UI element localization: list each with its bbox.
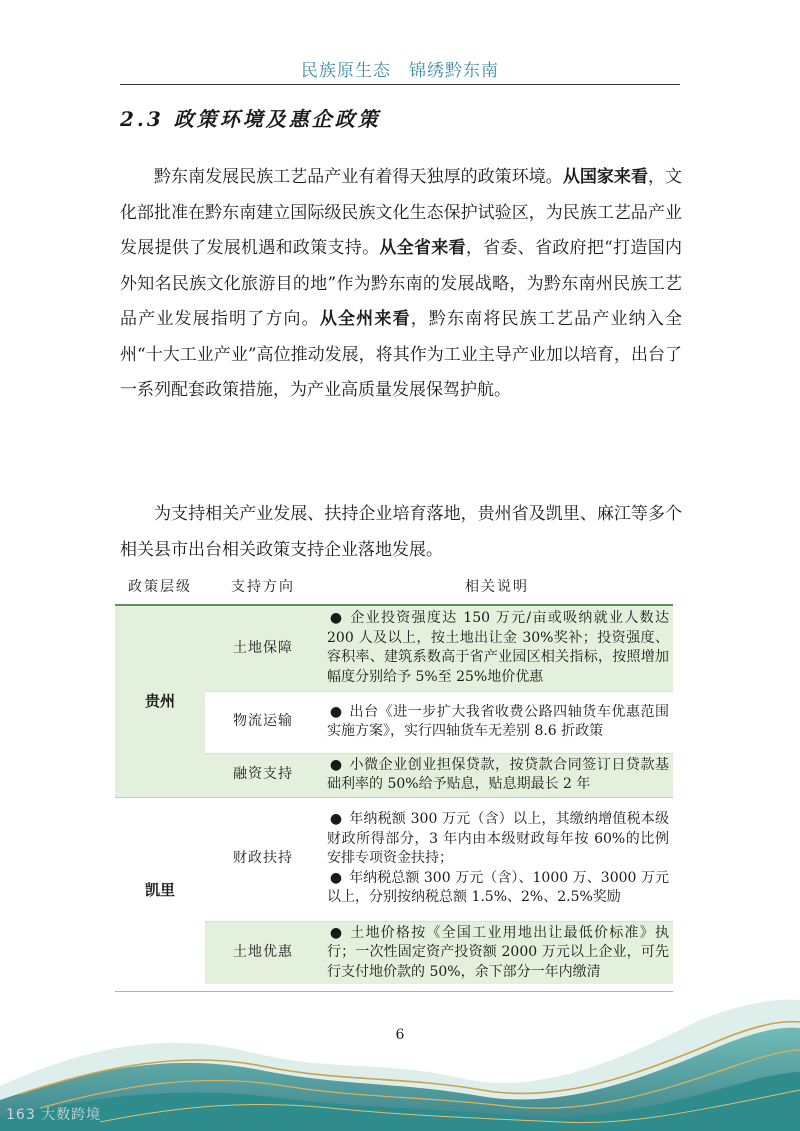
policy-table <box>115 571 673 984</box>
direction-land-discount: 土地优惠 <box>205 921 321 984</box>
list-item <box>327 609 669 687</box>
direction-fiscal-support: 财政扶持 <box>205 797 321 921</box>
list-item <box>327 869 669 908</box>
description-land-discount <box>321 921 673 984</box>
description-text: 小微企业创业担保贷款，按贷款合同签订日贷款基础利率的 50%给予贴息，贴息期最长 2 年 <box>327 756 669 792</box>
section-heading: 2.3 政策环境及惠企政策 <box>120 107 381 131</box>
p1-emphasis-national: 从国家来看 <box>562 167 648 187</box>
bullet-icon: ● <box>329 703 343 720</box>
description-text: 年纳税总额 300 万元（含）、1000 万、3000 万元以上，分别按纳税总额 1.5%、2%、2.5%奖励 <box>327 869 669 906</box>
paragraph-support-intro: 为支持相关产业发展、扶持企业培育落地，贵州省及凯里、麻江等多个相关县市出台相关政策支持企业落地发展。 <box>120 504 682 560</box>
description-text: 出台《进一步扩大我省收费公路四轴货车优惠范围实施方案》，实行四轴货车无差别 8.6 折政策 <box>327 703 669 739</box>
description-text: 年纳税额 300 万元（含）以上，其缴纳增值税本级财政所得部分，3 年内由本级财政每年按 60%的比例安排专项资金扶持； <box>327 811 669 867</box>
table-row <box>115 605 673 691</box>
list-item <box>327 924 669 983</box>
bullet-icon: ● <box>329 756 343 773</box>
watermark-text: 163 大数跨境 <box>6 1107 102 1123</box>
header-title: 民族原生态 锦绣黔东南 <box>301 61 499 81</box>
direction-financing: 融资支持 <box>205 753 321 797</box>
direction-logistics: 物流运输 <box>205 691 321 753</box>
p1-text-e: ，省委、省政府把“打造国内外知名民族文化旅游目的地”作为黔东南的发展战略，为黔东南州民族工艺品产业发展指明了方向。 <box>120 238 682 329</box>
description-logistics <box>321 691 673 753</box>
bullet-icon: ● <box>329 869 343 886</box>
description-text: 企业投资强度达 150 万元/亩或吸纳就业人数达 200 人及以上，按土地出让金 30%奖补；投资强度、容积率、建筑系数高于省产业园区相关指标，按照增加幅度分别给予 5%至 25%地价优惠 <box>327 610 669 685</box>
level-kaili: 凯里 <box>115 797 205 984</box>
table-row <box>115 797 673 921</box>
bullet-icon: ● <box>329 924 343 941</box>
paragraph-policy-environment <box>120 160 682 409</box>
p1-emphasis-prefecture: 从全州来看 <box>319 309 411 329</box>
header-policy-level: 政策层级 <box>115 571 205 605</box>
p1-emphasis-province: 从全省来看 <box>379 238 466 258</box>
level-guizhou: 贵州 <box>115 605 205 797</box>
direction-land-guarantee: 土地保障 <box>205 605 321 691</box>
page-number: 6 <box>395 1027 405 1043</box>
description-text: 土地价格按《全国工业用地出让最低价标准》执行；一次性固定资产投资额 2000 万元以上企业，可先行支付地价款的 50%，余下部分一年内缴清 <box>327 924 669 980</box>
p1-text-a: 黔东南发展民族工艺品产业有着得天独厚的政策环境。 <box>154 167 563 187</box>
mountain-wave-decoration <box>0 990 800 1131</box>
header-support-direction: 支持方向 <box>205 571 321 605</box>
description-land-guarantee <box>321 605 673 691</box>
table-header-row <box>115 571 673 605</box>
description-fiscal-support <box>321 797 673 921</box>
description-financing <box>321 753 673 797</box>
bullet-icon: ● <box>329 610 343 627</box>
header-rule <box>120 84 680 85</box>
header-description: 相关说明 <box>321 571 673 605</box>
list-item <box>327 810 669 869</box>
list-item <box>327 756 669 795</box>
bullet-icon: ● <box>329 811 343 828</box>
p1-text-c: ，文化部批准在黔东南建立国际级民族文化生态保护试验区，为民族工艺品产业发展提供了发展机遇和政策支持。 <box>120 167 683 258</box>
list-item <box>327 703 669 742</box>
p1-text-g: ，黔东南将民族工艺品产业纳入全州“十大工业产业”高位推动发展，将其作为工业主导产业加以培育，出台了一系列配套政策措施，为产业高质量发展保驾护航。 <box>120 309 683 400</box>
